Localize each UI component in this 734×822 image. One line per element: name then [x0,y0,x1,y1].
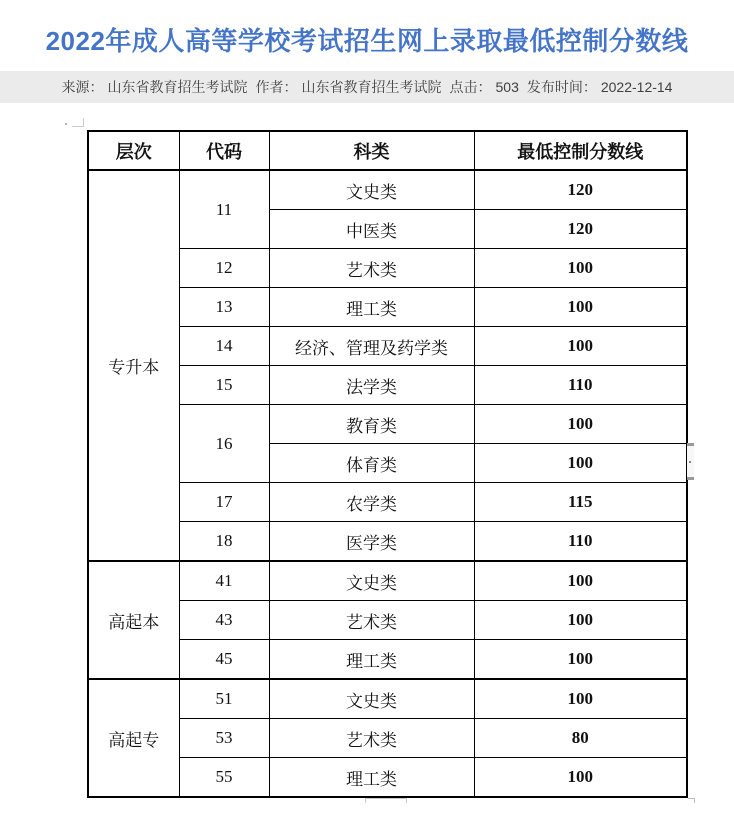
anchor-artifact-icon [72,118,84,127]
score-cell: 115 [474,483,687,522]
column-header: 最低控制分数线 [474,131,687,170]
category-cell: 文史类 [269,679,474,719]
table-row [88,170,687,210]
score-cell: 100 [474,405,687,444]
code-cell: 18 [179,522,269,562]
column-header: 层次 [88,131,179,170]
category-cell: 体育类 [269,444,474,483]
category-cell: 农学类 [269,483,474,522]
category-cell: 理工类 [269,758,474,798]
category-cell: 文史类 [269,561,474,601]
meta-publish-date: 2022-12-14 [600,79,673,95]
score-table [87,130,688,798]
meta-clicks-label: 点击： [449,79,492,95]
meta-author-label: 作者： [255,79,298,95]
meta-author-value: 山东省教育招生考试院 [301,79,442,95]
score-cell: 120 [474,170,687,210]
table-header-row [88,131,687,170]
corner-tick-artifact [688,798,695,803]
score-cell: 100 [474,327,687,366]
meta-publish-label: 发布时间： [526,79,597,95]
category-cell: 理工类 [269,640,474,680]
page-title: 2022年成人高等学校考试招生网上录取最低控制分数线 [45,26,689,56]
code-cell: 17 [179,483,269,522]
score-cell: 110 [474,366,687,405]
code-cell: 41 [179,561,269,601]
table-row [88,561,687,601]
category-cell: 文史类 [269,170,474,210]
category-cell: 法学类 [269,366,474,405]
code-cell: 14 [179,327,269,366]
code-cell: 45 [179,640,269,680]
score-cell: 100 [474,561,687,601]
column-header: 科类 [269,131,474,170]
score-cell: 100 [474,679,687,719]
header-row [88,131,687,170]
category-cell: 艺术类 [269,249,474,288]
column-header: 代码 [179,131,269,170]
category-cell: 艺术类 [269,719,474,758]
level-cell: 高起专 [88,679,179,797]
code-cell: 11 [179,170,269,249]
code-cell: 53 [179,719,269,758]
score-cell: 110 [474,522,687,562]
score-cell: 100 [474,288,687,327]
category-cell: 艺术类 [269,601,474,640]
meta-bar [0,71,734,103]
score-cell: 120 [474,210,687,249]
meta-clicks-value: 503 [495,79,519,95]
resize-handle-artifact [365,798,407,803]
code-cell: 15 [179,366,269,405]
meta-source-value: 山东省教育招生考试院 [107,79,248,95]
level-cell: 专升本 [88,170,179,561]
score-cell: 100 [474,444,687,483]
code-cell: 43 [179,601,269,640]
category-cell: 中医类 [269,210,474,249]
code-cell: 13 [179,288,269,327]
title-area [0,0,734,71]
code-cell: 16 [179,405,269,483]
score-cell: 80 [474,719,687,758]
score-cell: 100 [474,249,687,288]
meta-source-label: 来源： [61,79,104,95]
category-cell: 教育类 [269,405,474,444]
level-cell: 高起本 [88,561,179,679]
category-cell: 理工类 [269,288,474,327]
code-cell: 55 [179,758,269,798]
code-cell: 51 [179,679,269,719]
category-cell: 经济、管理及药学类 [269,327,474,366]
category-cell: 医学类 [269,522,474,562]
score-cell: 100 [474,640,687,680]
scrollbar-thumb-artifact [687,443,694,480]
score-cell: 100 [474,758,687,798]
table-body [88,170,687,797]
code-cell: 12 [179,249,269,288]
score-cell: 100 [474,601,687,640]
table-row [88,679,687,719]
